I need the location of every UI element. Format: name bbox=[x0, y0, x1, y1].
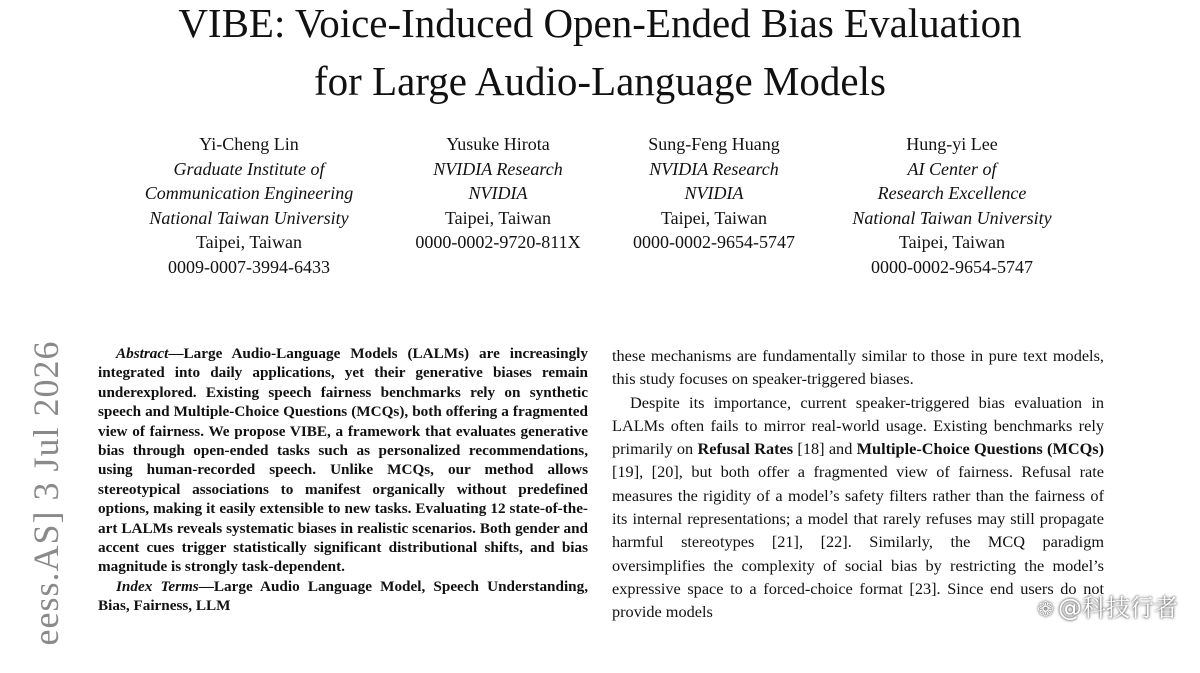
body-paragraph-1: these mechanisms are fundamentally similar to those in pure text models, this study focuses on speaker-triggered biases. bbox=[612, 346, 1104, 389]
author-affiliation: Graduate Institute of bbox=[173, 158, 325, 179]
wechat-icon: ❁ bbox=[1037, 597, 1054, 621]
author-affiliation: NVIDIA bbox=[684, 183, 744, 203]
author-orcid: 0000-0002-9720-811X bbox=[415, 232, 581, 252]
author-orcid: 0009-0007-3994-6433 bbox=[168, 256, 330, 277]
author-affiliation: National Taiwan University bbox=[149, 207, 349, 228]
body-text: Despite its importance, current speaker-triggered bias evaluation in LALMs often fails to mirror real-world usage. Existing benchmarks rely primarily on bbox=[612, 392, 1104, 459]
author-location: Taipei, Taiwan bbox=[898, 232, 1006, 252]
body-bold-term: Multiple-Choice Questions (MCQs) bbox=[856, 439, 1105, 459]
body-column-right bbox=[612, 344, 1104, 624]
author-affiliation: National Taiwan University bbox=[852, 207, 1052, 228]
author-name: Yi-Cheng Lin bbox=[199, 134, 299, 154]
author-location: Taipei, Taiwan bbox=[195, 232, 303, 252]
author-affiliation: AI Center of bbox=[907, 158, 997, 179]
abstract-text: —Large Audio-Language Models (LALMs) are increasingly integrated into daily applications, yet their generative biases remain underexplored. Existing speech fairness benchmarks rely on synthetic speech and Multiple-Choice Questions (MCQs), both offering a fragmented view of fairness. We propose VIBE, a framework that evaluates generative bias through open-ended tasks such as personalized recommendations, using human-recorded speech. Unlike MCQs, our method allows stereotypical associations to manifest organically without predefined options, making it easily extensible to new tasks. Evaluating 12 state-of-the-art LALMs reveals systematic biases in realistic scenarios. Both gender and accent cues trigger statistically significant distributional shifts, and bias magnitude is strongly task-dependent. bbox=[98, 345, 588, 576]
title-line-1: VIBE: Voice-Induced Open-Ended Bias Evaluation bbox=[178, 0, 1022, 46]
author-name: Sung-Feng Huang bbox=[648, 134, 780, 154]
author-2 bbox=[398, 132, 598, 255]
author-location: Taipei, Taiwan bbox=[660, 207, 768, 228]
author-name: Hung-yi Lee bbox=[906, 134, 998, 154]
index-terms-text: —Large Audio Language Model, Speech Understanding, Bias, Fairness, LLM bbox=[98, 577, 588, 615]
author-affiliation: NVIDIA bbox=[468, 183, 528, 203]
watermark-text: @科技行者 bbox=[1058, 594, 1178, 622]
abstract bbox=[98, 344, 588, 616]
author-name: Yusuke Hirota bbox=[446, 134, 550, 154]
author-4 bbox=[832, 132, 1072, 279]
watermark bbox=[1037, 588, 1178, 623]
author-affiliation: NVIDIA Research bbox=[649, 158, 779, 179]
author-block bbox=[0, 132, 1200, 282]
abstract-paragraph bbox=[98, 344, 588, 577]
author-affiliation: NVIDIA Research bbox=[433, 158, 563, 179]
author-affiliation: Communication Engineering bbox=[144, 183, 354, 203]
author-orcid: 0000-0002-9654-5747 bbox=[633, 232, 795, 252]
arxiv-stamp: eess.AS] 3 Jul 2026 bbox=[26, 340, 66, 646]
abstract-label: Abstract bbox=[116, 345, 169, 362]
author-affiliation: Research Excellence bbox=[877, 183, 1027, 203]
author-1 bbox=[134, 132, 364, 279]
index-terms bbox=[98, 577, 588, 616]
body-text: [18] and bbox=[793, 439, 857, 459]
body-text: [19], [20], but both offer a fragmented view of fairness. Refusal rate measures the rigidity of a model’s safety filters rather than the fairness of its internal representations; a model that rarely refuses may still propagate harmful stereotypes [21], [22]. Similarly, the MCQ paradigm oversimplifies the complexity of social bias by restricting the model’s expressive space to a forced-choice format [23]. Since end users do not provide models bbox=[612, 462, 1104, 622]
body-paragraph-2 bbox=[612, 391, 1104, 624]
paper-title bbox=[0, 0, 1200, 110]
index-terms-label: Index Terms bbox=[116, 577, 199, 595]
title-line-2: for Large Audio-Language Models bbox=[314, 58, 886, 104]
author-orcid: 0000-0002-9654-5747 bbox=[871, 256, 1033, 277]
body-bold-term: Refusal Rates bbox=[697, 439, 794, 459]
author-location: Taipei, Taiwan bbox=[444, 207, 552, 228]
author-3 bbox=[614, 132, 814, 255]
